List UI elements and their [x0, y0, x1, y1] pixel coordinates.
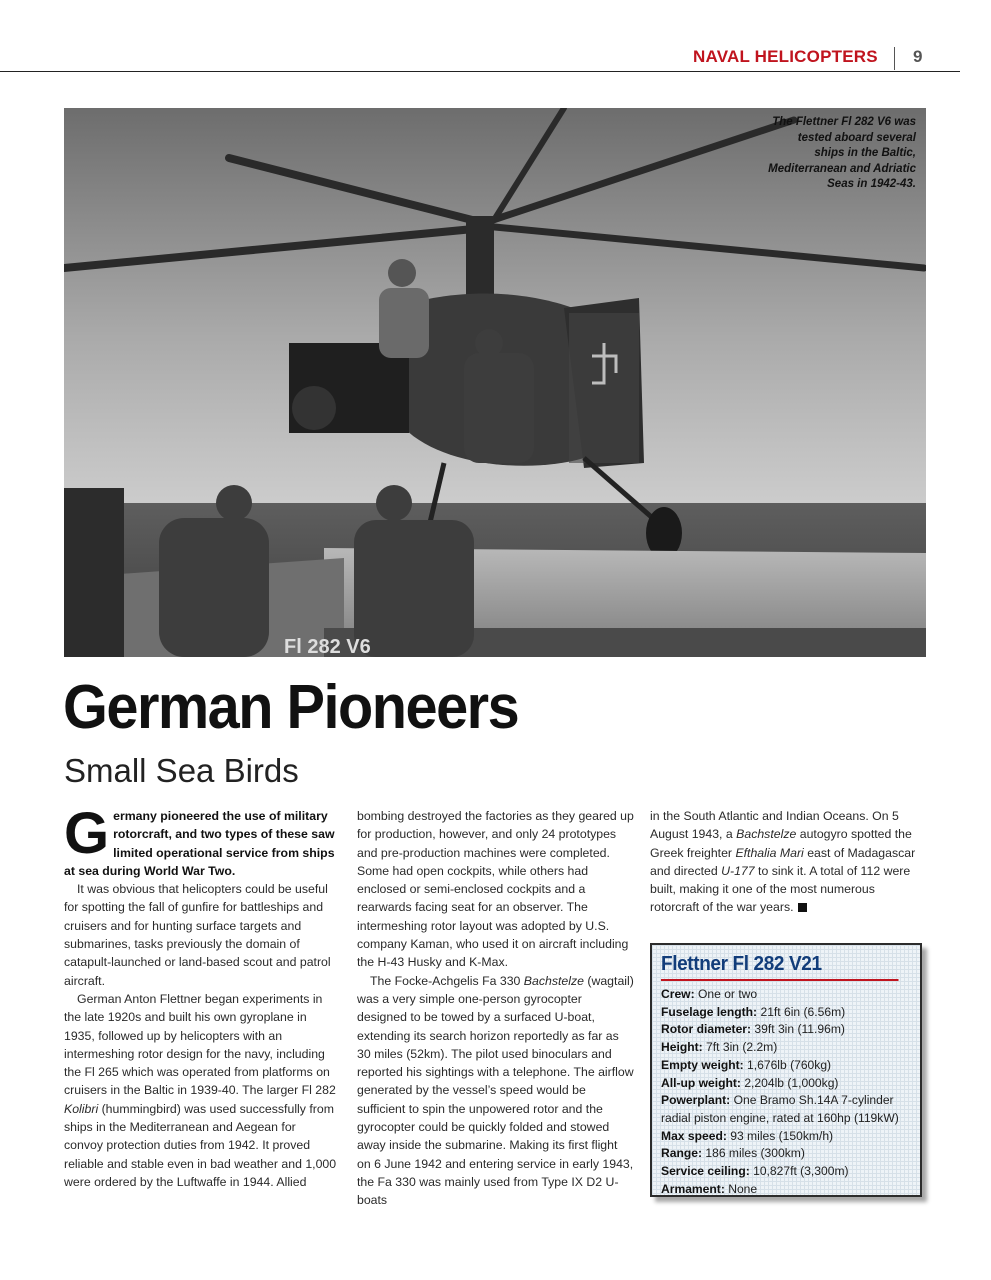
spec-row-empty-weight: Empty weight: 1,676lb (760kg) [661, 1057, 832, 1072]
spec-row-height: Height: 7ft 3in (2.2m) [661, 1040, 778, 1055]
header-rule [0, 71, 960, 72]
article-title: German Pioneers [63, 673, 519, 742]
article-column-2 [357, 807, 634, 1210]
paragraph: The Focke-Achgelis Fa 330 Bachstelze (wagtail) was a very simple one-person gyrocopter designed to be towed by a surfaced U-boat, extending its search horizon reportedly as far as 30 miles (52km). The pilot used binoculars and reported his sightings with a telephone. The airflow generated by the vessel’s speed would be sufficient to spin the unpowered rotor and the gyrocopter could be quickly folded and stowed away inside the submarine. Making its first flight on 6 June 1942 and entering service in early 1943, the Fa 330 was mainly used from Type IX D2 U-boats [357, 973, 634, 1208]
end-of-article-mark [798, 903, 807, 912]
spec-row-range: Range: 186 miles (300km) [661, 1146, 805, 1161]
article-column-3 [650, 807, 920, 917]
spec-row-powerplant: Powerplant: One Bramo Sh.14A 7-cylinder radial piston engine, rated at 160hp (119kW) [661, 1093, 899, 1125]
spec-row-rotor-diameter: Rotor diameter: 39ft 3in (11.96m) [661, 1022, 845, 1037]
spec-title: Flettner Fl 282 V21 [661, 953, 899, 981]
spec-row-max-speed: Max speed: 93 miles (150km/h) [661, 1128, 834, 1143]
drop-cap: G [64, 801, 110, 866]
paragraph: in the South Atlantic and Indian Oceans. On 5 August 1943, a Bachstelze autogyro spotted the Greek freighter Efthalia Mari east of Madagascar and directed U-177 to sink it. A total of 112 were built, making it one of the most numerous rotorcraft of the war years. [650, 809, 916, 915]
spec-row-fuselage-length: Fuselage length: 21ft 6in (6.56m) [661, 1004, 846, 1019]
section-label: NAVAL HELICOPTERS [693, 47, 878, 66]
lead-text: ermany pioneered the use of military rotorcraft, and two types of these saw limited operational service from ships at sea during World War Two. [64, 809, 335, 878]
paragraph: It was obvious that helicopters could be useful for spotting the fall of gunfire for battleships and cruisers and for hunting surface targets and submarines, tasks previously the domain of catapult-launched or land-based scout and patrol aircraft. [64, 882, 331, 988]
spec-row-service-ceiling: Service ceiling: 10,827ft (3,300m) [661, 1164, 849, 1179]
page-number: 9 [913, 47, 923, 66]
article-column-1 [64, 801, 337, 1191]
header-divider [894, 47, 895, 70]
spec-row-armament: Armament: None [661, 1181, 758, 1196]
spec-row-all-up-weight: All-up weight: 2,204lb (1,000kg) [661, 1075, 839, 1090]
lead-paragraph [64, 801, 337, 880]
spec-box [650, 943, 922, 1197]
fuselage-marking: Fl 282 V6 [284, 636, 371, 657]
paragraph: German Anton Flettner began experiments in the late 1920s and built his own gyroplane in 1935, followed up by helicopters with an intermeshing rotor design for the navy, including the Fl 265 which was operated from platforms on cruisers in the Baltic in 1939-40. The larger Fl 282 Kolibri (hummingbird) was used successfully from ships in the Mediterranean and Aegean for convoy protection duties from 1942. It proved reliable and stable even in bad weather and 1,000 were ordered by the Luftwaffe in 1944. Allied [64, 991, 337, 1189]
paragraph: bombing destroyed the factories as they geared up for production, however, and only 24 prototypes and pre-production machines were completed. Some had open cockpits, while others had enclosed or semi-enclosed cockpits and a rearwards facing seat for an observer. The intermeshing rotor layout was adopted by U.S. company Kaman, who used it on aircraft including the H-43 Husky and K-Max. [357, 809, 634, 970]
helicopter-photo [64, 108, 926, 657]
photo-caption: The Flettner Fl 282 V6 was tested aboard several ships in the Baltic, Mediterranean and Adriatic Seas in 1942-43. [768, 116, 916, 191]
article-subtitle: Small Sea Birds [64, 752, 299, 789]
spec-row-crew: Crew: One or two [661, 987, 758, 1001]
